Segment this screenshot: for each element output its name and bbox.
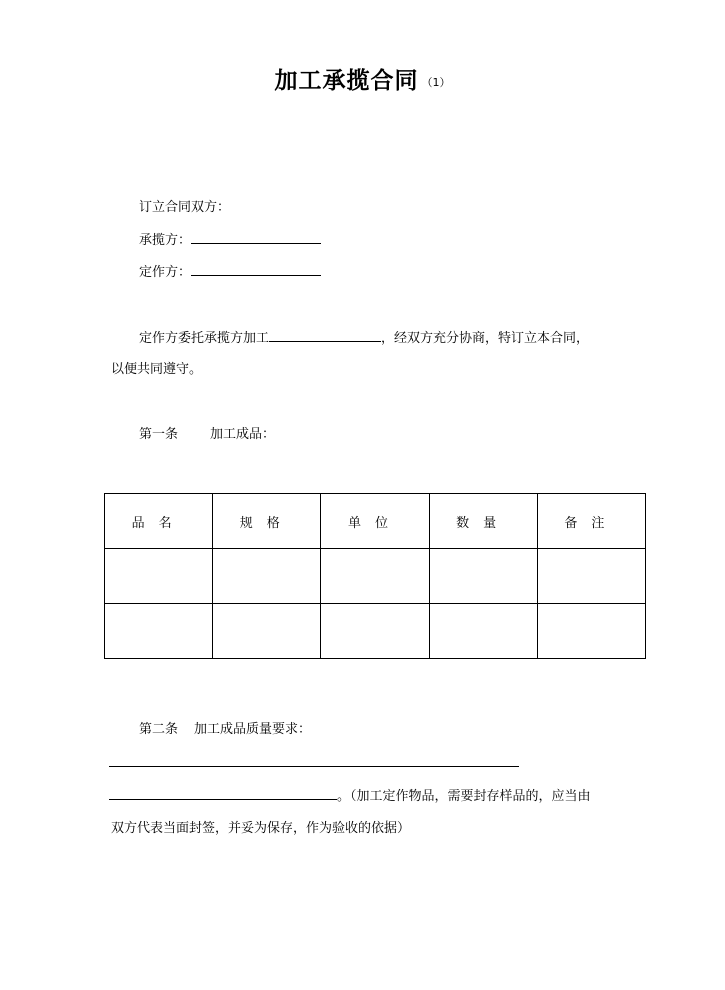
header-quantity: 数量 [429, 494, 537, 549]
goods-table-header-row [105, 494, 646, 549]
document-title-suffix: （1） [421, 76, 451, 89]
para1-line2: 以便共同遵守。 [111, 362, 203, 377]
table-cell [537, 604, 645, 659]
para2-line2: 双方代表当面封签，并妥为保存，作为验收的依据） [111, 821, 411, 836]
orderer-label: 定作方： [139, 265, 192, 280]
quality-blank-2 [109, 787, 337, 800]
para1-part2: ，经双方充分协商，特订立本合同， [381, 331, 590, 346]
table-cell [321, 604, 429, 659]
document-title-block [0, 62, 725, 95]
orderer-line [139, 263, 321, 282]
orderer-blank [191, 263, 321, 276]
parties-intro: 订立合同双方： [139, 200, 231, 215]
table-cell [213, 604, 321, 659]
table-cell [213, 549, 321, 604]
article1-title: 加工成品： [210, 427, 276, 442]
contractor-blank [191, 231, 321, 244]
header-spec: 规格 [213, 494, 321, 549]
table-cell [105, 604, 213, 659]
article1-line [139, 426, 275, 444]
para1-blank [269, 329, 381, 342]
header-remarks: 备注 [537, 494, 645, 549]
article2-title: 加工成品质量要求： [194, 722, 312, 737]
table-cell [429, 549, 537, 604]
para2-line1 [109, 787, 591, 806]
para2-part1: 。（加工定作物品，需要封存样品的，应当由 [337, 789, 591, 804]
table-cell [429, 604, 537, 659]
table-cell [537, 549, 645, 604]
table-row [105, 604, 646, 659]
goods-table [104, 493, 646, 659]
header-product-name: 品名 [105, 494, 213, 549]
para1-part1: 定作方委托承揽方加工 [139, 331, 270, 346]
header-unit: 单位 [321, 494, 429, 549]
quality-blank-line1 [109, 754, 519, 773]
table-row [105, 549, 646, 604]
quality-blank-1 [109, 754, 519, 767]
contractor-label: 承揽方： [139, 233, 192, 248]
article2-line [139, 721, 311, 739]
contractor-line [139, 231, 321, 250]
article2-label: 第二条 [139, 722, 179, 737]
para1-line1 [139, 329, 589, 348]
document-title: 加工承揽合同 [274, 68, 419, 94]
table-cell [105, 549, 213, 604]
article1-label: 第一条 [139, 427, 179, 442]
table-cell [321, 549, 429, 604]
